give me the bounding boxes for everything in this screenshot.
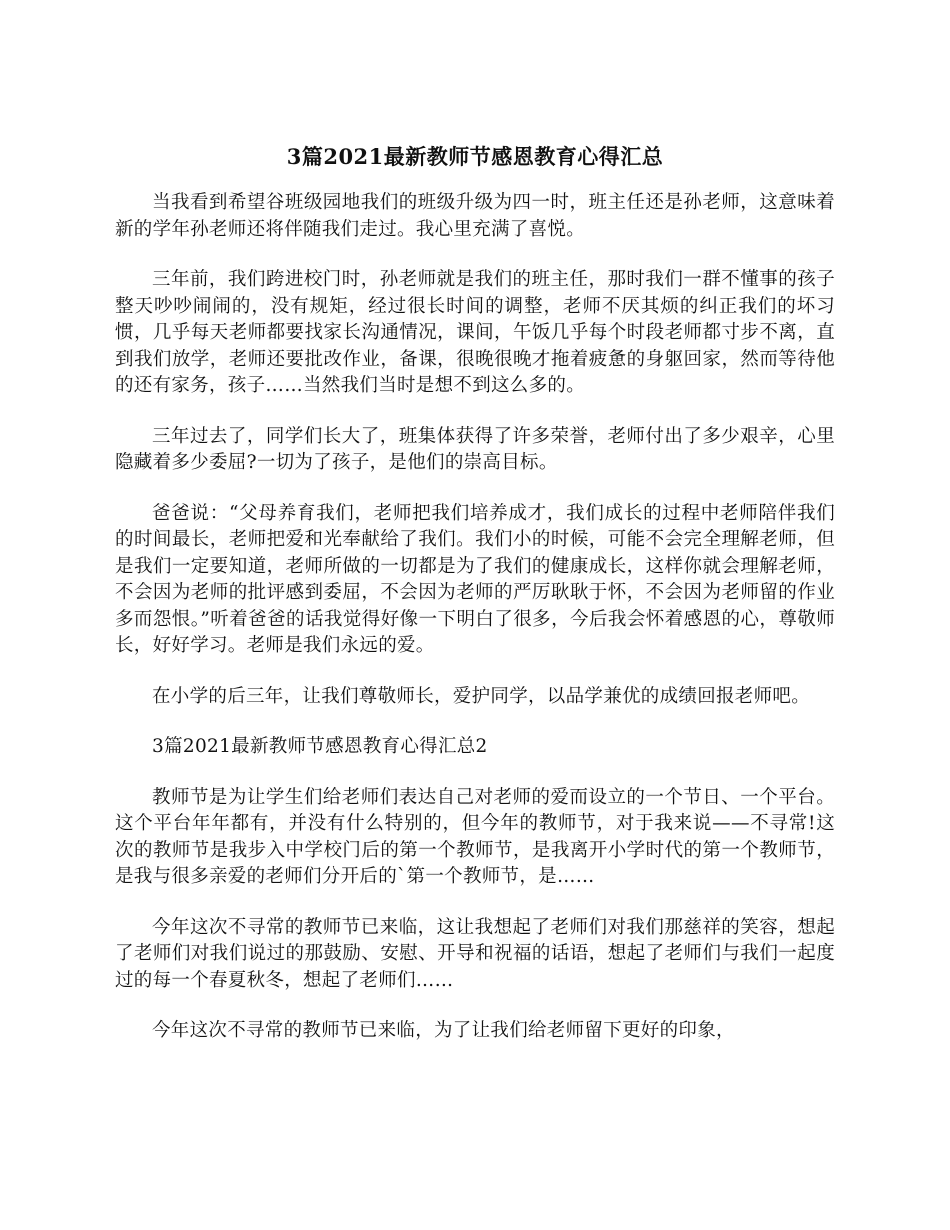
paragraph-8: 今年这次不寻常的教师节已来临，为了让我们给老师留下更好的印象，: [152, 1020, 735, 1041]
paragraph-4: 爸爸说：“父母养育我们，老师把我们培养成才，我们成长的过程中老师陪伴我们的时间最长，老师把爱和光奉献给了我们。我们小的时候，可能不会完全理解老师，但是我们一定要知道，老师所做的一切都是为了我们的健康成长，这样你就会理解老师，不会因为老师的批评感到委屈，不会因为老师的严厉耿耿于怀，不会因为老师留的作业多而怨恨。”听着爸爸的话我觉得好像一下明白了很多，今后我会怀着感恩的心，尊敬师长，好好学习。老师是我们永远的爱。: [115, 502, 835, 656]
document-title: 3篇2021最新教师节感恩教育心得汇总: [286, 144, 664, 169]
paragraph-6: 教师节是为让学生们给老师们表达自己对老师的爱而设立的一个节日、一个平台。这个平台年年都有，并没有什么特别的，但今年的教师节，对于我来说——不寻常!这次的教师节是我步入中学校门后的第一个教师节，是我离开小学时代的第一个教师节，是我与很多亲爱的老师们分开后的`第一个教师节，是……: [115, 786, 835, 887]
paragraph-7: 今年这次不寻常的教师节已来临，这让我想起了老师们对我们那慈祥的笑容，想起了老师们对我们说过的那鼓励、安慰、开导和祝福的话语，想起了老师们与我们一起度过的每一个春夏秋冬，想起了老师们……: [115, 916, 835, 991]
paragraph-2: 三年前，我们跨进校门时，孙老师就是我们的班主任，那时我们一群不懂事的孩子整天吵吵闹闹的，没有规矩，经过很长时间的调整，老师不厌其烦的纠正我们的坏习惯，几乎每天老师都要找家长沟通情况，课间，午饭几乎每个时段老师都寸步不离，直到我们放学，老师还要批改作业，备课，很晚很晚才拖着疲惫的身躯回家，然而等待他的还有家务，孩子……当然我们当时是想不到这么多的。: [115, 269, 835, 396]
section-heading-2: 3篇2021最新教师节感恩教育心得汇总2: [152, 736, 488, 757]
paragraph-3: 三年过去了，同学们长大了，班集体获得了许多荣誉，老师付出了多少艰辛，心里隐藏着多少委屈?一切为了孩子，是他们的崇高目标。: [115, 425, 835, 473]
paragraph-5: 在小学的后三年，让我们尊敬师长，爱护同学，以品学兼优的成绩回报老师吧。: [152, 685, 811, 707]
document-body: [115, 190, 835, 1069]
paragraph-1: 当我看到希望谷班级园地我们的班级升级为四一时，班主任还是孙老师，这意味着新的学年孙老师还将伴随我们走过。我心里充满了喜悦。: [115, 192, 835, 240]
